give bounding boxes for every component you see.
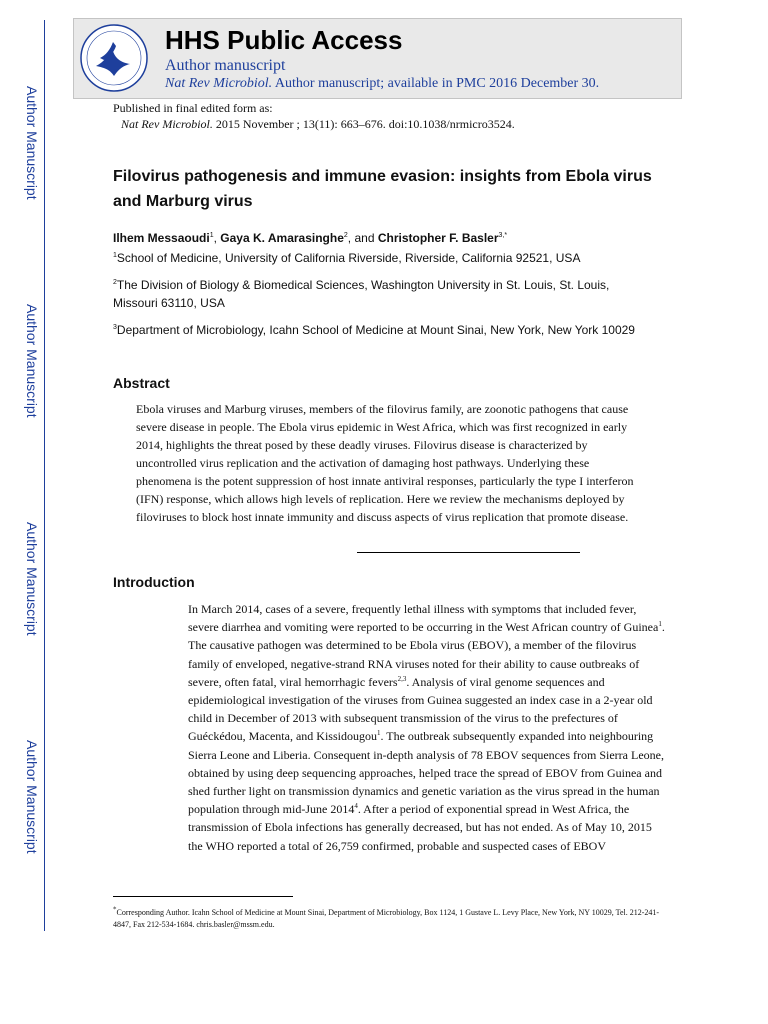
journal-name: Nat Rev Microbiol.	[165, 76, 273, 91]
author-manuscript-label: Author manuscript	[165, 57, 286, 74]
abstract-divider	[357, 552, 580, 553]
author-affiliation-marker: 1	[209, 232, 214, 239]
footnote-marker: *	[113, 905, 117, 914]
author-separator: ,	[213, 231, 221, 245]
paper-title: Filovirus pathogenesis and immune evasion: insights from Ebola virus and Marburg virus	[113, 168, 652, 210]
hhs-eagle-seal-icon	[78, 22, 150, 94]
footnote-body: Corresponding Author. Icahn School of Medicine at Mount Sinai, Department of Microbiology, Box 1124, 1 Gustave L. Levy Place, New York, NY 10029, Tel. 212-241-4847, Fax 212-534-1684. chris.basler@mssm.edu.	[113, 908, 660, 929]
citation-journal: Nat Rev Microbiol.	[121, 117, 213, 131]
author-separator: , and	[347, 231, 378, 245]
citation-ref: 1	[376, 729, 381, 738]
footnote-divider	[113, 896, 293, 897]
affiliation-text: Department of Microbiology, Icahn School of Medicine at Mount Sinai, New York, New York 10029	[116, 323, 635, 337]
affiliation-text: The Division of Biology & Biomedical Sciences, Washington University in St. Louis, St. Louis, Missouri 63110, USA	[113, 278, 610, 310]
intro-segment: . The outbreak subsequently expanded into neighbouring Sierra Leone and Liberia. Consequent in-depth analysis of 78 EBOV sequences from Sierra Leone, obtained by using deep sequencing approaches, helped trace the spread of EBOV from Guinea and shed further light on transmission dynamics and genetic variation as the virus spread in the human population through mid-June 2014	[188, 729, 664, 817]
published-label: Published in final edited form as:	[113, 101, 273, 115]
author-name: Christopher F. Basler	[377, 231, 499, 245]
affiliation-marker: 2	[113, 279, 117, 286]
intro-segment: . After a period of exponential spread in West Africa, the transmission of Ebola infections has generally decreased, but has not ended. As of May 10, 2015 the WHO reported a total of 26,759 confirmed, probable and suspected cases of EBOV	[188, 802, 652, 853]
side-label-author-manuscript: Author Manuscript	[24, 740, 40, 854]
affiliation-3	[113, 321, 653, 339]
citation-ref: 4	[354, 802, 358, 811]
side-label-author-manuscript: Author Manuscript	[24, 304, 40, 418]
hhs-public-access-title: HHS Public Access	[165, 25, 403, 55]
availability-text: Author manuscript; available in PMC 2016 December 30.	[272, 76, 600, 91]
author-name: Ilhem Messaoudi	[113, 231, 210, 245]
affiliation-marker: 1	[113, 252, 117, 259]
affiliation-2	[113, 276, 653, 312]
citation-ref: 1	[658, 620, 662, 629]
citation-ref: 2,3	[397, 674, 407, 683]
introduction-heading: Introduction	[113, 574, 195, 590]
intro-segment: In March 2014, cases of a severe, frequently lethal illness with symptoms that included fever, severe diarrhea and vomiting were reported to be occurring in the West African country of Guinea	[188, 602, 659, 635]
intro-segment: . The causative pathogen was determined to be Ebola virus (EBOV), a member of the filovirus family of enveloped, negative-strand RNA viruses noted for their ability to cause outbreaks of severe, often fatal, viral hemorrhagic fevers	[188, 620, 665, 689]
side-label-author-manuscript: Author Manuscript	[24, 522, 40, 636]
author-affiliation-marker: 2	[343, 232, 348, 239]
citation-line	[121, 117, 515, 132]
author-line	[113, 230, 507, 246]
author-affiliation-marker: 3,*	[498, 232, 508, 239]
affiliation-text: School of Medicine, University of California Riverside, Riverside, California 92521, USA	[116, 251, 581, 265]
affiliation-1	[113, 249, 653, 267]
abstract-text: Ebola viruses and Marburg viruses, members of the filovirus family, are zoonotic pathogens that cause severe disease in people. The Ebola virus epidemic in West Africa, which was first recognized in early 2014, highlights the threat posed by these deadly viruses. Filovirus disease is characterized by uncontrolled virus replication and the activation of damaging host pathways. Underlying these phenomena is the potent suppression of host innate antiviral responses, particularly the type I interferon (IFN) response, which allows high levels of replication. Here we review the mechanisms deployed by filoviruses to block host innate immunity and discuss aspects of virus replication that promote disease.	[136, 402, 634, 524]
abstract-heading: Abstract	[113, 375, 170, 391]
side-label-author-manuscript: Author Manuscript	[24, 86, 40, 200]
intro-segment: . Analysis of viral genome sequences and epidemiological investigation of the viruses from Guinea suggested an index case in a 2-year old child in December of 2013 with subsequent transmission of the virus to the prefectures of Guéckédou, Macenta, and Kissidougou	[188, 674, 653, 744]
availability-line	[165, 75, 599, 93]
corresponding-author-footnote	[113, 907, 673, 931]
affiliation-marker: 3	[113, 324, 117, 331]
author-name: Gaya K. Amarasinghe	[220, 231, 344, 245]
citation-details: 2015 November ; 13(11): 663–676. doi:10.1038/nrmicro3524.	[212, 117, 515, 131]
introduction-text	[188, 600, 668, 855]
side-banner-line	[44, 20, 45, 931]
